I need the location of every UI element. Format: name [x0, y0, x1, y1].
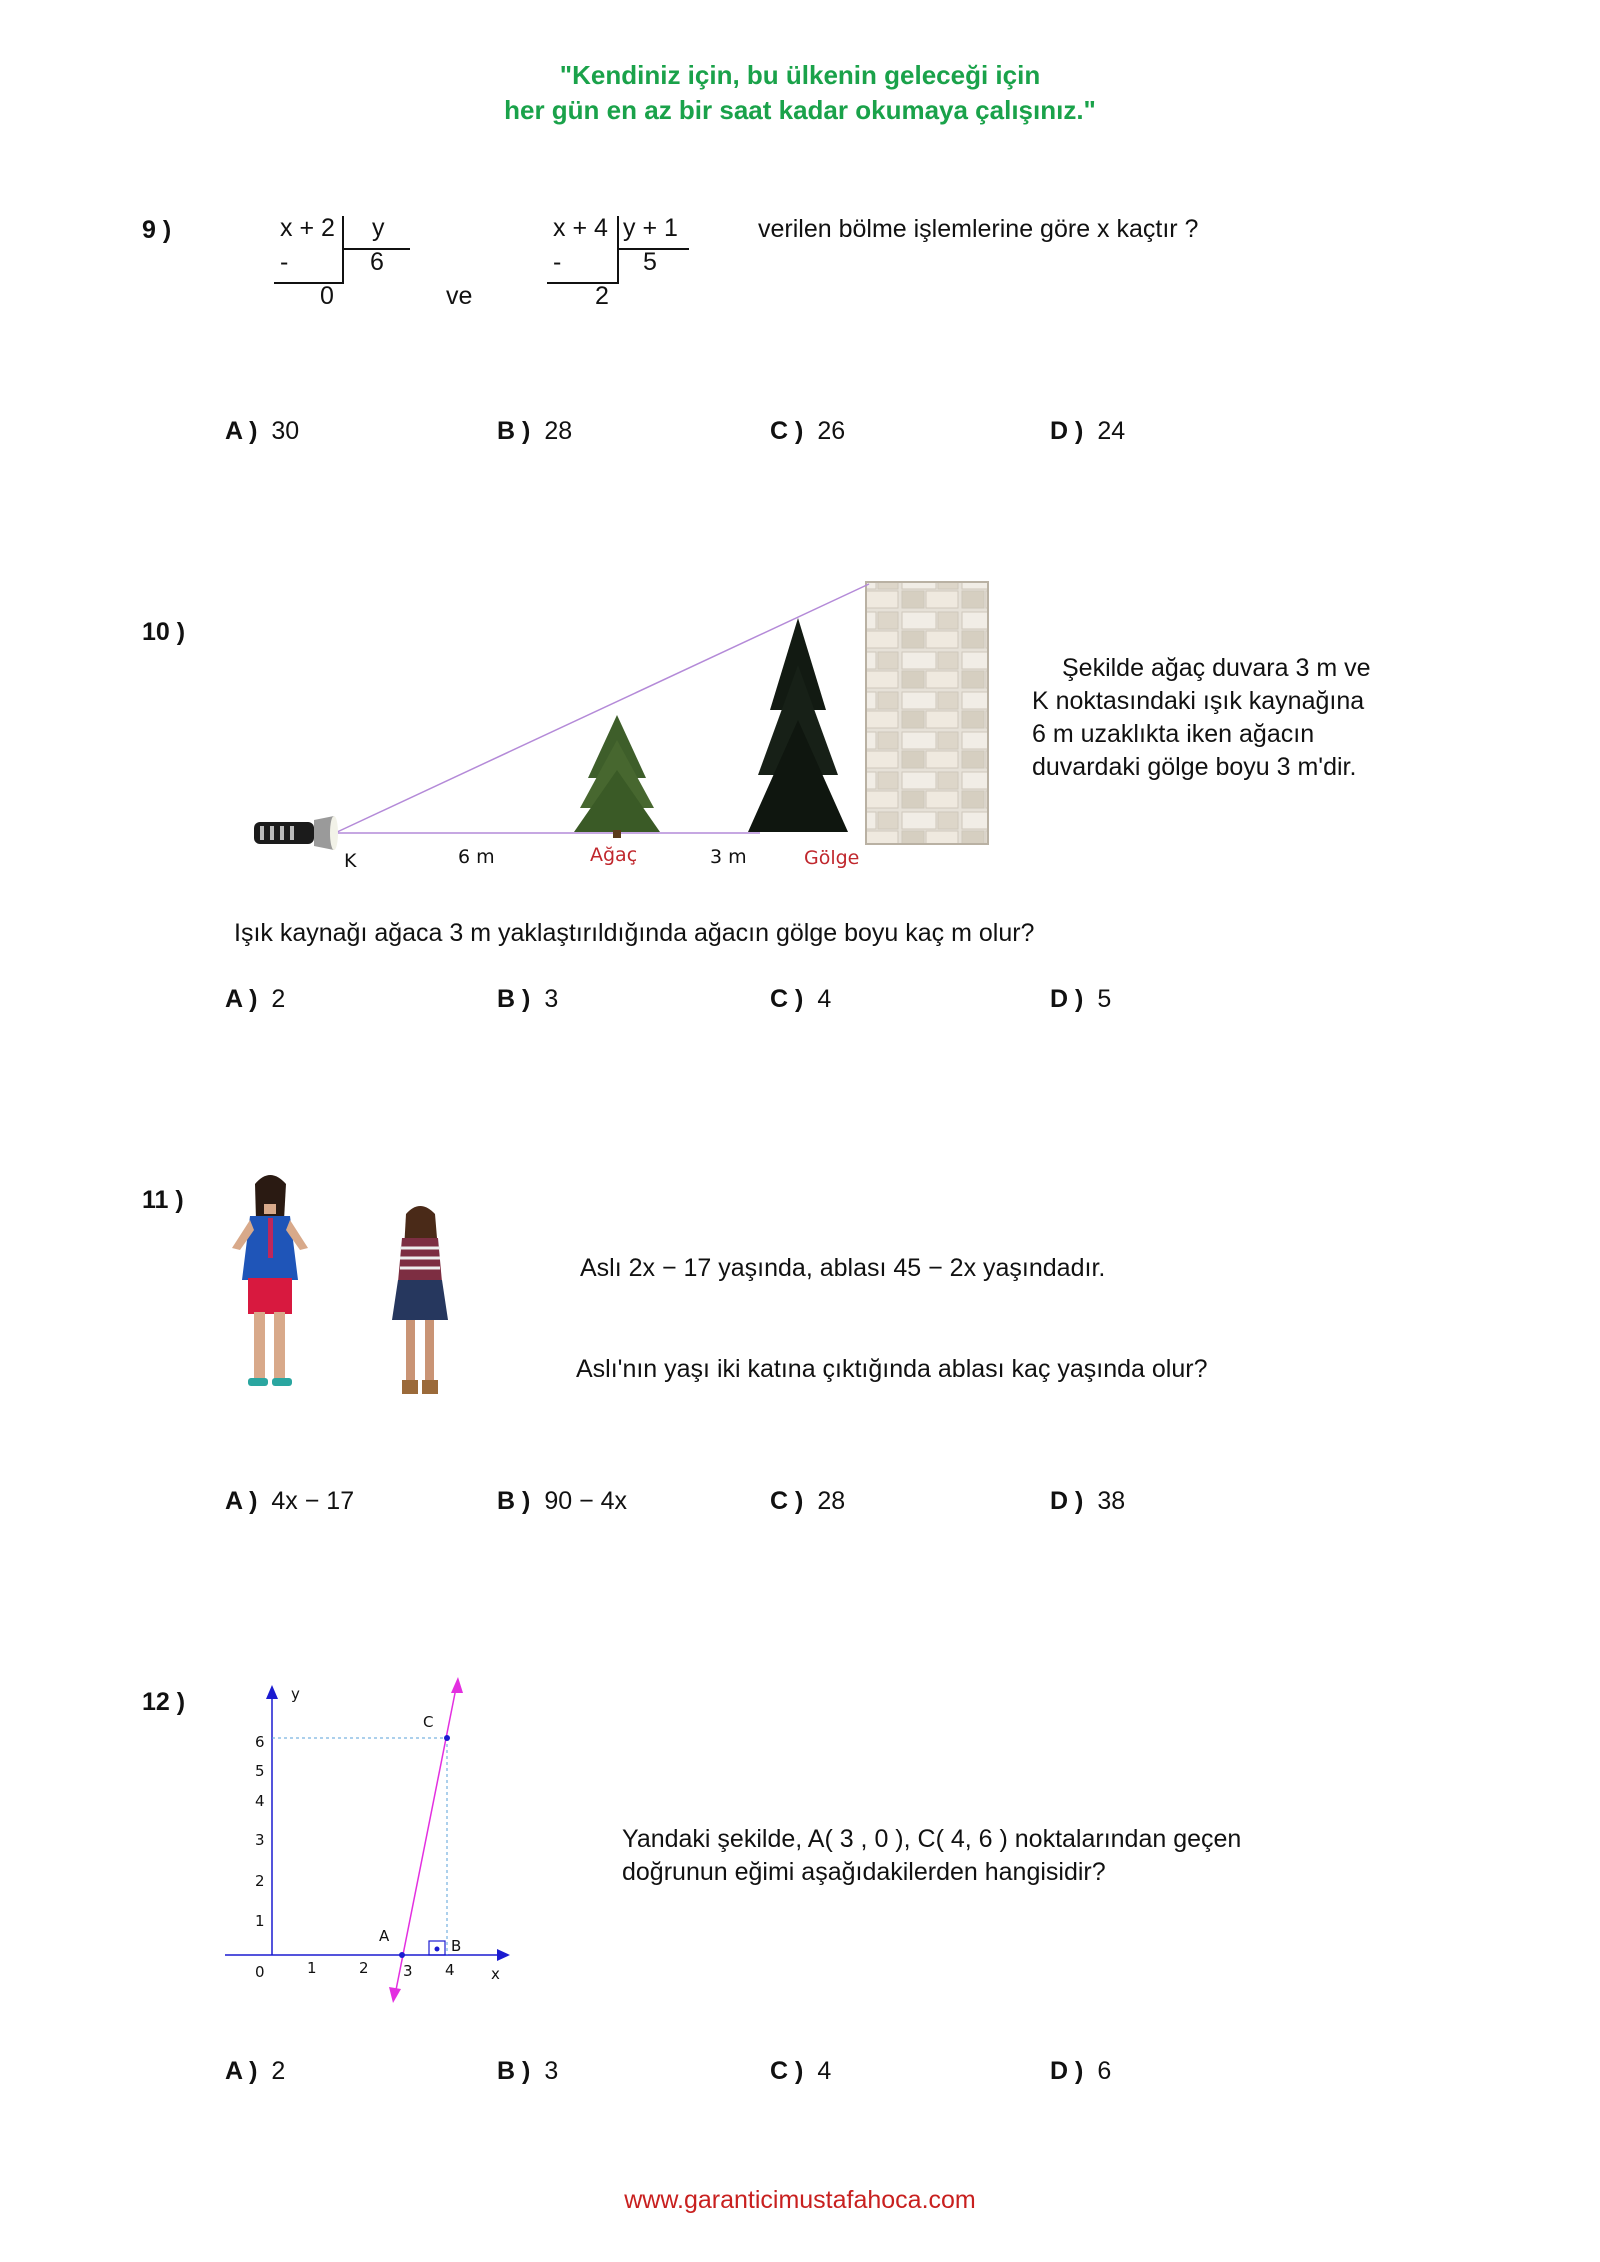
- footer-website-link[interactable]: www.garanticimustafahoca.com: [624, 2186, 976, 2214]
- q11-option-c[interactable]: C ) 28: [770, 1487, 846, 1515]
- q11-option-a[interactable]: A ) 4x − 17: [225, 1487, 355, 1515]
- distance-6m-label: 6 m: [458, 846, 495, 868]
- x-tick-1: 1: [307, 1959, 317, 1977]
- division-2-minus: -: [553, 248, 562, 276]
- q10-option-d[interactable]: D ) 5: [1050, 985, 1112, 1013]
- point-c-label: C: [423, 1713, 434, 1731]
- division-2-vertical-bar: [617, 216, 619, 284]
- stone-wall: [866, 582, 988, 844]
- motto-line-1: "Kendiniz için, bu ülkenin geleceği için: [559, 60, 1041, 90]
- description-line-4: duvardaki gölge boyu 3 m'dir.: [1032, 753, 1357, 781]
- q9-option-b[interactable]: B ) 28: [497, 417, 573, 445]
- older-sister-figure-icon: [232, 1175, 308, 1386]
- q11-option-d[interactable]: D ) 38: [1050, 1487, 1126, 1515]
- question-10-text: Işık kaynağı ağaca 3 m yaklaştırıldığında ağacın gölge boyu kaç m olur?: [234, 919, 1035, 947]
- point-b-label: B: [451, 1937, 462, 1955]
- shadow-label: Gölge: [804, 847, 860, 869]
- y-tick-6: 6: [255, 1733, 265, 1751]
- division-2-quotient: 5: [643, 248, 657, 276]
- connector-ve: ve: [446, 282, 473, 310]
- question-11-statement: Aslı 2x − 17 yaşında, ablası 45 − 2x yaşındadır.: [580, 1254, 1106, 1282]
- q9-option-a[interactable]: A ) 30: [225, 417, 300, 445]
- question-12-number: 12 ): [142, 1688, 186, 1716]
- question-12-line-2: doğrunun eğimi aşağıdakilerden hangisidir?: [622, 1858, 1106, 1886]
- coordinate-graph: [215, 1675, 515, 2015]
- x-tick-3: 3: [403, 1962, 413, 1980]
- small-tree-icon: [574, 715, 660, 838]
- y-tick-3: 3: [255, 1831, 265, 1849]
- description-line-3: 6 m uzaklıkta iken ağacın: [1032, 720, 1315, 748]
- division-1-divisor: y: [372, 214, 385, 242]
- flashlight-icon: [254, 816, 338, 850]
- question-9-text: verilen bölme işlemlerine göre x kaçtır ?: [758, 215, 1199, 243]
- distance-3m-label: 3 m: [710, 846, 747, 868]
- y-tick-4: 4: [255, 1792, 265, 1810]
- x-axis-label: x: [491, 1965, 500, 1983]
- description-line-1: Şekilde ağaç duvara 3 m ve: [1062, 654, 1371, 682]
- point-a: [399, 1952, 405, 1958]
- q9-option-c[interactable]: C ) 26: [770, 417, 846, 445]
- x-tick-2: 2: [359, 1959, 369, 1977]
- division-1-vertical-bar: [342, 216, 344, 284]
- q10-option-b[interactable]: B ) 3: [497, 985, 559, 1013]
- question-10-number: 10 ): [142, 618, 186, 646]
- y-tick-5: 5: [255, 1762, 265, 1780]
- y-tick-1: 1: [255, 1912, 265, 1930]
- description-line-2: K noktasındaki ışık kaynağına: [1032, 687, 1365, 715]
- y-axis-arrow-icon: [266, 1685, 278, 1699]
- point-a-label: A: [379, 1927, 390, 1945]
- big-tree-icon: [748, 618, 848, 832]
- right-angle-dot: [435, 1947, 440, 1952]
- division-1-quotient: 6: [370, 248, 384, 276]
- q9-option-d[interactable]: D ) 24: [1050, 417, 1126, 445]
- x-axis-arrow-icon: [497, 1949, 510, 1961]
- question-12-text: [622, 1823, 1241, 1889]
- motto-line-2: her gün en az bir saat kadar okumaya çalışınız.": [504, 95, 1096, 125]
- division-2-remainder: 2: [595, 282, 609, 310]
- point-c: [444, 1735, 450, 1741]
- division-2: [543, 212, 703, 312]
- division-1-dividend: x + 2: [280, 214, 335, 242]
- q10-option-a[interactable]: A ) 2: [225, 985, 286, 1013]
- girls-photo: [210, 1170, 490, 1420]
- shadow-figure: [240, 570, 1010, 880]
- division-2-divisor: y + 1: [623, 214, 678, 242]
- younger-girl-figure-icon: [392, 1206, 448, 1394]
- question-10-description: [1032, 652, 1371, 784]
- question-9-number: 9 ): [142, 216, 172, 244]
- division-1-remainder: 0: [320, 282, 334, 310]
- x-tick-4: 4: [445, 1961, 455, 1979]
- division-1-minus: -: [280, 248, 289, 276]
- q11-option-b[interactable]: B ) 90 − 4x: [497, 1487, 628, 1515]
- q10-option-c[interactable]: C ) 4: [770, 985, 832, 1013]
- line-arrow-bottom-icon: [389, 1987, 401, 2003]
- q12-option-d[interactable]: D ) 6: [1050, 2057, 1112, 2085]
- q12-option-c[interactable]: C ) 4: [770, 2057, 832, 2085]
- question-12-line-1: Yandaki şekilde, A( 3 , 0 ), C( 4, 6 ) noktalarından geçen: [622, 1825, 1242, 1853]
- tree-label: Ağaç: [590, 844, 638, 866]
- q12-option-b[interactable]: B ) 3: [497, 2057, 559, 2085]
- question-11-number: 11 ): [142, 1186, 184, 1214]
- point-k-label: K: [344, 850, 357, 872]
- y-axis-label: y: [291, 1685, 300, 1703]
- q12-option-a[interactable]: A ) 2: [225, 2057, 286, 2085]
- line-arrow-top-icon: [451, 1677, 463, 1693]
- y-tick-2: 2: [255, 1872, 265, 1890]
- division-2-dividend: x + 4: [553, 214, 608, 242]
- x-tick-0: 0: [255, 1963, 265, 1981]
- question-11-text: Aslı'nın yaşı iki katına çıktığında ablası kaç yaşında olur?: [576, 1355, 1208, 1383]
- division-1: [270, 212, 420, 312]
